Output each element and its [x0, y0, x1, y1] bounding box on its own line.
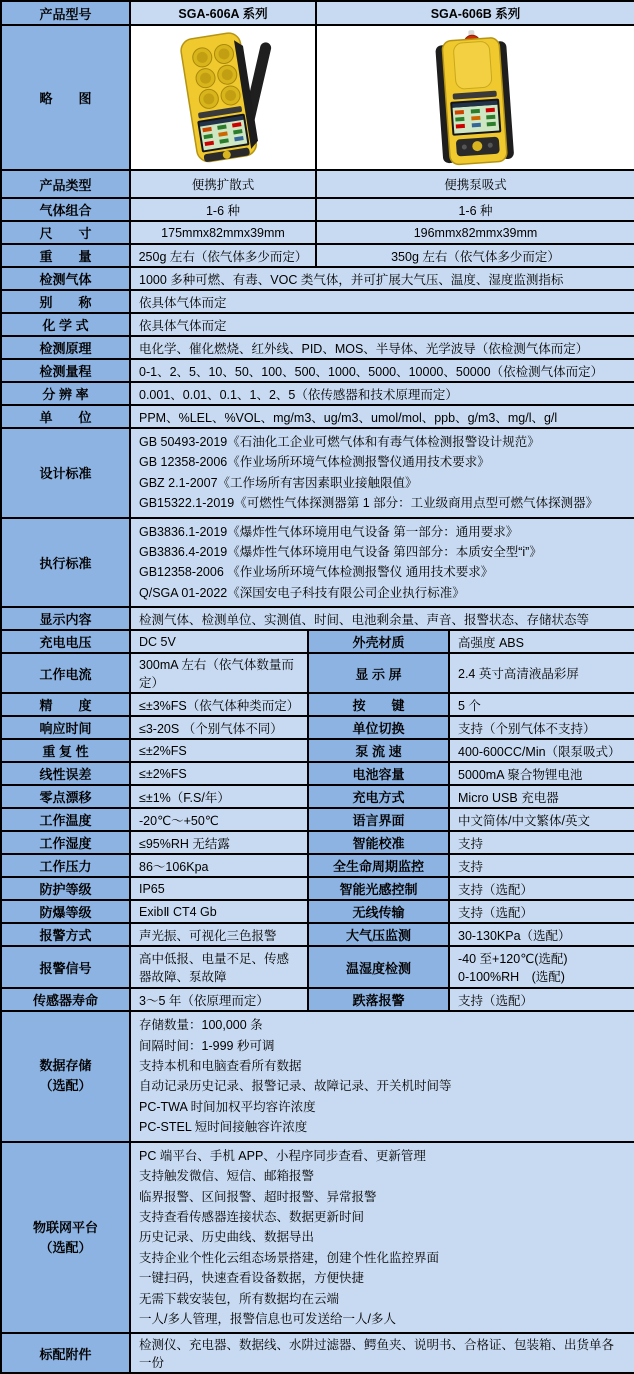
table-row-units — [1, 405, 634, 428]
table-row-repeatability — [1, 739, 634, 762]
row-label: 工作电流 — [1, 653, 130, 693]
row-value — [130, 518, 634, 608]
row-value-2: 支持 — [449, 854, 634, 877]
row-label-2: 单位切换 — [308, 716, 449, 739]
table-row-working-humidity — [1, 831, 634, 854]
row-label: 工作湿度 — [1, 831, 130, 854]
row-value: 声光振、可视化三色报警 — [130, 923, 308, 946]
row-value: 3～5 年（依原理而定） — [130, 988, 308, 1011]
row-label: 单 位 — [1, 405, 130, 428]
table-row-zero-drift — [1, 785, 634, 808]
feature-line: 存储数量：100,000 条 — [139, 1018, 263, 1033]
row-label-line: 数据存储 — [39, 1058, 92, 1074]
value-b: 便携泵吸式 — [316, 170, 634, 198]
row-value: 依具体气体而定 — [130, 290, 634, 313]
row-label-line: （选配） — [39, 1078, 92, 1094]
device-a-image — [133, 29, 313, 167]
device-b-image — [384, 29, 568, 167]
table-row-design-standards — [1, 428, 634, 518]
row-label: 防护等级 — [1, 877, 130, 900]
row-label: 气体组合 — [1, 198, 130, 221]
row-label-sketch: 略 图 — [1, 25, 130, 170]
row-label-line: （选配） — [39, 1239, 92, 1255]
row-label-product-model: 产品型号 — [1, 1, 130, 25]
row-label: 充电电压 — [1, 630, 130, 653]
row-label: 工作温度 — [1, 808, 130, 831]
table-row-response-time — [1, 716, 634, 739]
row-label — [1, 1142, 130, 1334]
value-a: 便携扩散式 — [130, 170, 316, 198]
table-row-detect-range — [1, 359, 634, 382]
standard-line: GB15322.1-2019《可燃性气体探测器第 1 部分：工业级商用点型可燃气体探测器》 — [139, 496, 599, 511]
row-value-2: 支持（选配） — [449, 877, 634, 900]
feature-line: PC 端平台、手机 APP、小程序同步查看、更新管理 — [139, 1148, 426, 1163]
table-row-display-content — [1, 607, 634, 630]
row-label: 传感器寿命 — [1, 988, 130, 1011]
table-row-header — [1, 1, 634, 25]
table-row-resolution — [1, 382, 634, 405]
table-row-accessories — [1, 1333, 634, 1373]
standard-line: GB 50493-2019《石油化工企业可燃气体和有毒气体检测报警设计规范》 — [139, 435, 540, 449]
table-row-linearity-error — [1, 762, 634, 785]
row-value: 依具体气体而定 — [130, 313, 634, 336]
row-value-2: 支持（个别气体不支持） — [449, 716, 634, 739]
row-label-2: 温湿度检测 — [308, 946, 449, 988]
feature-line: 支持查看传感器连接状态、数据更新时间 — [139, 1209, 365, 1224]
row-value: ExibⅡ CT4 Gb — [130, 900, 308, 923]
feature-line: 一键扫码，快速查看设备数据，方便快捷 — [139, 1271, 365, 1286]
row-label-2: 语言界面 — [308, 808, 449, 831]
row-value: 0-1、2、5、10、50、100、500、1000、5000、10000、50000（依检测气体而定） — [130, 359, 634, 382]
row-value-2: 中文简体/中文繁体/英文 — [449, 808, 634, 831]
feature-line: 支持触发微信、短信、邮箱报警 — [139, 1169, 315, 1184]
value-line: 0-100%RH (选配) — [458, 970, 565, 985]
value-line: -40 至+120℃(选配) — [458, 952, 568, 967]
table-row-product-type — [1, 170, 634, 198]
value-b: 196mmx82mmx39mm — [316, 221, 634, 244]
row-label: 执行标准 — [1, 518, 130, 608]
row-label — [1, 1011, 130, 1141]
row-label: 别 称 — [1, 290, 130, 313]
row-value: ≤3-20S （个别气体不同） — [130, 716, 308, 739]
row-value: DC 5V — [130, 630, 308, 653]
row-value-2: 30-130KPa（选配） — [449, 923, 634, 946]
row-label: 化 学 式 — [1, 313, 130, 336]
row-value — [130, 1142, 634, 1334]
row-value-2: 支持（选配） — [449, 900, 634, 923]
feature-line: PC-STEL 短时间接触容许浓度 — [139, 1120, 308, 1135]
feature-line: 无需下载安装包，所有数据均在云端 — [139, 1291, 340, 1306]
device-a-image-cell — [130, 25, 316, 170]
table-row-weight — [1, 244, 634, 267]
row-label: 产品类型 — [1, 170, 130, 198]
row-label-2: 电池容量 — [308, 762, 449, 785]
table-row-protection-rating — [1, 877, 634, 900]
feature-line: 间隔时间：1-999 秒可调 — [139, 1038, 275, 1053]
row-value: ≤95%RH 无结露 — [130, 831, 308, 854]
row-label-2: 跌落报警 — [308, 988, 449, 1011]
row-label: 防爆等级 — [1, 900, 130, 923]
row-label-2: 智能校准 — [308, 831, 449, 854]
standard-line: GB3836.4-2019《爆炸性气体环境用电气设备 第四部分：本质安全型“i”》 — [139, 545, 542, 560]
table-row-iot-platform — [1, 1142, 634, 1334]
row-value-2 — [449, 946, 634, 988]
model-a-header: SGA-606A 系列 — [130, 1, 316, 25]
table-row-exec-standards — [1, 518, 634, 608]
row-label-2: 显 示 屏 — [308, 653, 449, 693]
row-label: 报警信号 — [1, 946, 130, 988]
table-row-charge-voltage — [1, 630, 634, 653]
standard-line: GB 12358-2006《作业场所环境气体检测报警仪通用技术要求》 — [139, 455, 490, 470]
value-a: 250g 左右（依气体多少而定） — [130, 244, 316, 267]
model-b-header: SGA-606B 系列 — [316, 1, 634, 25]
table-row-size — [1, 221, 634, 244]
standard-line: GB3836.1-2019《爆炸性气体环境用电气设备 第一部分：通用要求》 — [139, 524, 519, 539]
table-row-data-storage — [1, 1011, 634, 1141]
table-row-working-current — [1, 653, 634, 693]
feature-line: 历史记录、历史曲线、数据导出 — [139, 1230, 315, 1245]
row-label: 线性误差 — [1, 762, 130, 785]
row-label: 检测原理 — [1, 336, 130, 359]
row-label: 标配附件 — [1, 1333, 130, 1373]
row-value — [130, 1011, 634, 1141]
row-label-2: 外壳材质 — [308, 630, 449, 653]
feature-line: 临界报警、区间报警、超时报警、异常报警 — [139, 1189, 377, 1204]
table-row-alarm-signal — [1, 946, 634, 988]
row-label: 零点漂移 — [1, 785, 130, 808]
row-value: -20℃～+50℃ — [130, 808, 308, 831]
row-value-2: Micro USB 充电器 — [449, 785, 634, 808]
row-label: 分 辨 率 — [1, 382, 130, 405]
row-label-line: 物联网平台 — [32, 1219, 98, 1235]
row-value: 高中低报、电量不足、传感器故障、泵故障 — [130, 946, 308, 988]
row-value: 86～106Kpa — [130, 854, 308, 877]
row-label-2: 充电方式 — [308, 785, 449, 808]
row-value: 1000 多种可燃、有毒、VOC 类气体，并可扩展大气压、温度、湿度监测指标 — [130, 267, 634, 290]
table-row-chemical-formula — [1, 313, 634, 336]
row-value: ≤±2%FS — [130, 739, 308, 762]
table-row-working-pressure — [1, 854, 634, 877]
row-value — [130, 428, 634, 518]
feature-line: 一人/多人管理，报警信息也可发送给一人/多人 — [139, 1311, 396, 1326]
row-label: 检测气体 — [1, 267, 130, 290]
standard-line: GB12358-2006 《作业场所环境气体检测报警仪 通用技术要求》 — [139, 565, 494, 580]
table-row-explosion-proof — [1, 900, 634, 923]
row-value: ≤±1%（F.S/年） — [130, 785, 308, 808]
row-value-2: 400-600CC/Min（限泵吸式） — [449, 739, 634, 762]
row-label: 报警方式 — [1, 923, 130, 946]
row-label-2: 无线传输 — [308, 900, 449, 923]
table-row-detect-principle — [1, 336, 634, 359]
row-value-2: 高强度 ABS — [449, 630, 634, 653]
row-label-2: 大气压监测 — [308, 923, 449, 946]
row-label: 工作压力 — [1, 854, 130, 877]
value-b: 350g 左右（依气体多少而定） — [316, 244, 634, 267]
row-value: PPM、%LEL、%VOL、mg/m3、ug/m3、umol/mol、ppb、g/m3、mg/l、g/l — [130, 405, 634, 428]
row-label-2: 智能光感控制 — [308, 877, 449, 900]
row-value: IP65 — [130, 877, 308, 900]
value-a: 175mmx82mmx39mm — [130, 221, 316, 244]
feature-line: 支持企业个性化云组态场景搭建，创建个性化监控界面 — [139, 1250, 440, 1265]
row-value: 检测仪、充电器、数据线、水阱过滤器、鳄鱼夹、说明书、合格证、包装箱、出货单各一份 — [130, 1333, 634, 1373]
row-label: 重 复 性 — [1, 739, 130, 762]
row-label-2: 按 键 — [308, 693, 449, 716]
row-label: 设计标准 — [1, 428, 130, 518]
value-a: 1-6 种 — [130, 198, 316, 221]
table-row-sensor-life — [1, 988, 634, 1011]
row-label: 显示内容 — [1, 607, 130, 630]
row-label-2: 全生命周期监控 — [308, 854, 449, 877]
row-value: 检测气体、检测单位、实测值、时间、电池剩余量、声音、报警状态、存储状态等 — [130, 607, 634, 630]
row-label: 重 量 — [1, 244, 130, 267]
row-label: 精 度 — [1, 693, 130, 716]
feature-line: 自动记录历史记录、报警记录、故障记录、开关机时间等 — [139, 1079, 452, 1094]
feature-line: PC-TWA 时间加权平均容许浓度 — [139, 1099, 316, 1114]
value-b: 1-6 种 — [316, 198, 634, 221]
row-label: 尺 寸 — [1, 221, 130, 244]
row-value: 0.001、0.01、0.1、1、2、5（依传感器和技术原理而定） — [130, 382, 634, 405]
table-row-gas-combo — [1, 198, 634, 221]
standard-line: Q/SGA 01-2022《深国安电子科技有限公司企业执行标准》 — [139, 585, 465, 600]
row-value: ≤±2%FS — [130, 762, 308, 785]
table-row-sketch — [1, 25, 634, 170]
table-row-alias — [1, 290, 634, 313]
row-value: ≤±3%FS（依气体种类而定） — [130, 693, 308, 716]
standard-line: GBZ 2.1-2007《工作场所有害因素职业接触限值》 — [139, 475, 418, 490]
table-row-accuracy — [1, 693, 634, 716]
table-row-alarm-mode — [1, 923, 634, 946]
feature-line: 支持本机和电脑查看所有数据 — [139, 1059, 302, 1074]
row-value: 300mA 左右（依气体数量而定） — [130, 653, 308, 693]
row-value-2: 支持（选配） — [449, 988, 634, 1011]
row-label: 检测量程 — [1, 359, 130, 382]
device-b-image-cell — [316, 25, 634, 170]
row-value-2: 5000mA 聚合物锂电池 — [449, 762, 634, 785]
row-value: 电化学、催化燃烧、红外线、PID、MOS、半导体、光学波导（依检测气体而定） — [130, 336, 634, 359]
row-label-2: 泵 流 速 — [308, 739, 449, 762]
row-label: 响应时间 — [1, 716, 130, 739]
row-value-2: 5 个 — [449, 693, 634, 716]
table-row-working-temp — [1, 808, 634, 831]
row-value-2: 2.4 英寸高清液晶彩屏 — [449, 653, 634, 693]
row-value-2: 支持 — [449, 831, 634, 854]
table-row-detect-gas — [1, 267, 634, 290]
